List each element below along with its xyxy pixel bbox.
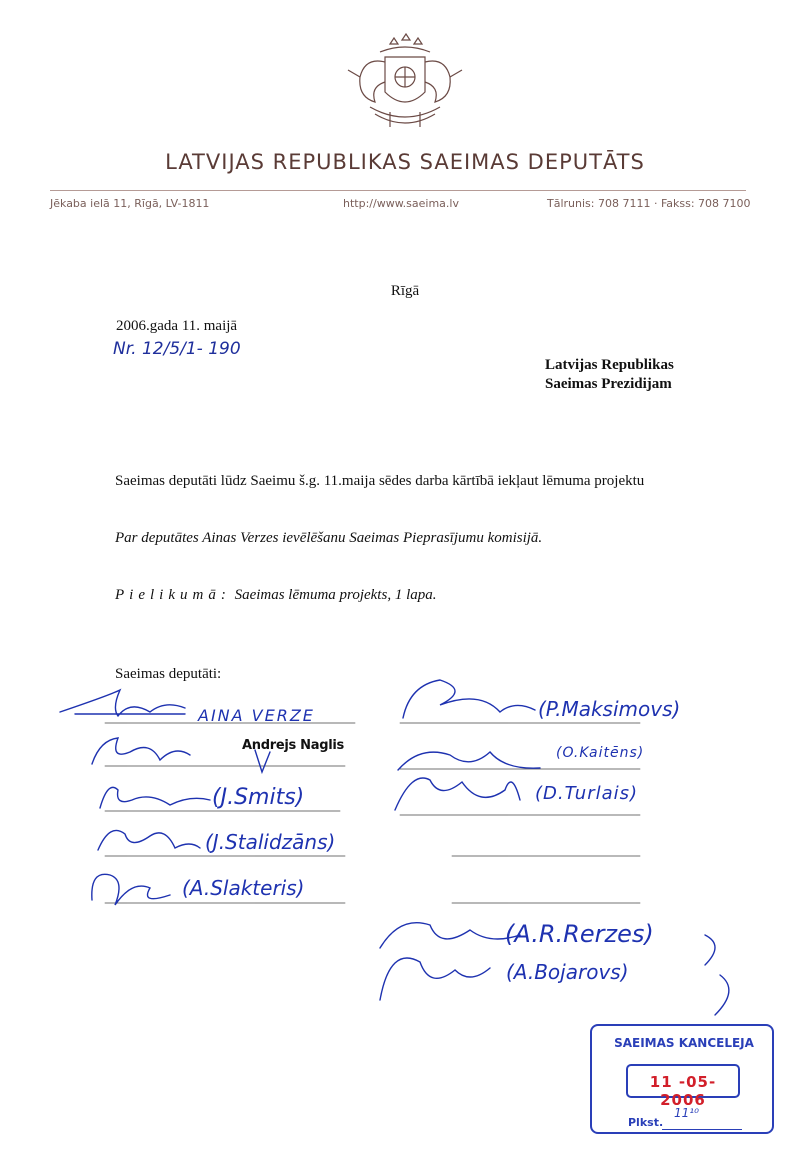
signature-name-left-4: (A.Slakteris) [182,876,305,900]
attachment-label: Pielikumā: [115,587,231,603]
addressee-line-1: Latvijas Republikas [545,357,674,373]
letter-body: Saeimas deputāti lūdz Saeimu š.g. 11.maija sēdes darba kārtībā iekļaut lēmuma projektu [115,473,645,489]
attachment-text: Saeimas lēmuma projekts, 1 lapa. [230,587,437,603]
signature-name-right-5: (A.Bojarovs) [506,960,629,984]
letter-date: 2006.gada 11. maijā [116,318,238,334]
registry-stamp [590,1024,774,1134]
stamp-date: 11 -05- 2006 [649,1073,717,1109]
draft-title: Par deputātes Ainas Verzes ievēlēšanu Saeimas Pieprasījumu komisijā. [115,530,543,546]
typed-signatory-name: Andrejs Naglis [242,738,344,753]
signature-name-right-3: (D.Turlais) [535,783,639,804]
stamp-time-label: Plkst. [628,1116,664,1129]
stamp-time-line [662,1129,742,1130]
reference-number: Nr. 12/5/1- 190 [113,339,241,359]
signature-name-left-3: (J.Stalidzāns) [205,830,336,854]
website-link[interactable]: http://www.saeima.lv [343,197,459,210]
signature-name-right-1: (P.Maksimovs) [538,697,681,721]
stamp-title: SAEIMAS KANCELEJA [614,1036,754,1050]
signature-name-left-2: (J.Smits) [212,785,305,810]
addressee-line-2: Saeimas Prezidijam [545,376,672,392]
address-text: Jēkaba ielā 11, Rīgā, LV-1811 [50,197,210,210]
stamp-date-box [626,1064,740,1109]
stamp-time-value: 11¹⁰ [674,1106,699,1120]
signatures-label: Saeimas deputāti: [115,666,222,682]
signature-name-left-1: AINA VERZE [198,706,315,725]
signature-name-right-2: (O.Kaitēns) [556,745,645,761]
phone-fax-text: Tālrunis: 708 7111 · Fakss: 708 7100 [547,197,751,210]
signature-name-right-4: (A.R.Rerzes) [505,920,654,948]
letter-place: Rīgā [390,283,420,299]
org-title: LATVIJAS REPUBLIKAS SAEIMAS DEPUTĀTS [165,150,645,174]
